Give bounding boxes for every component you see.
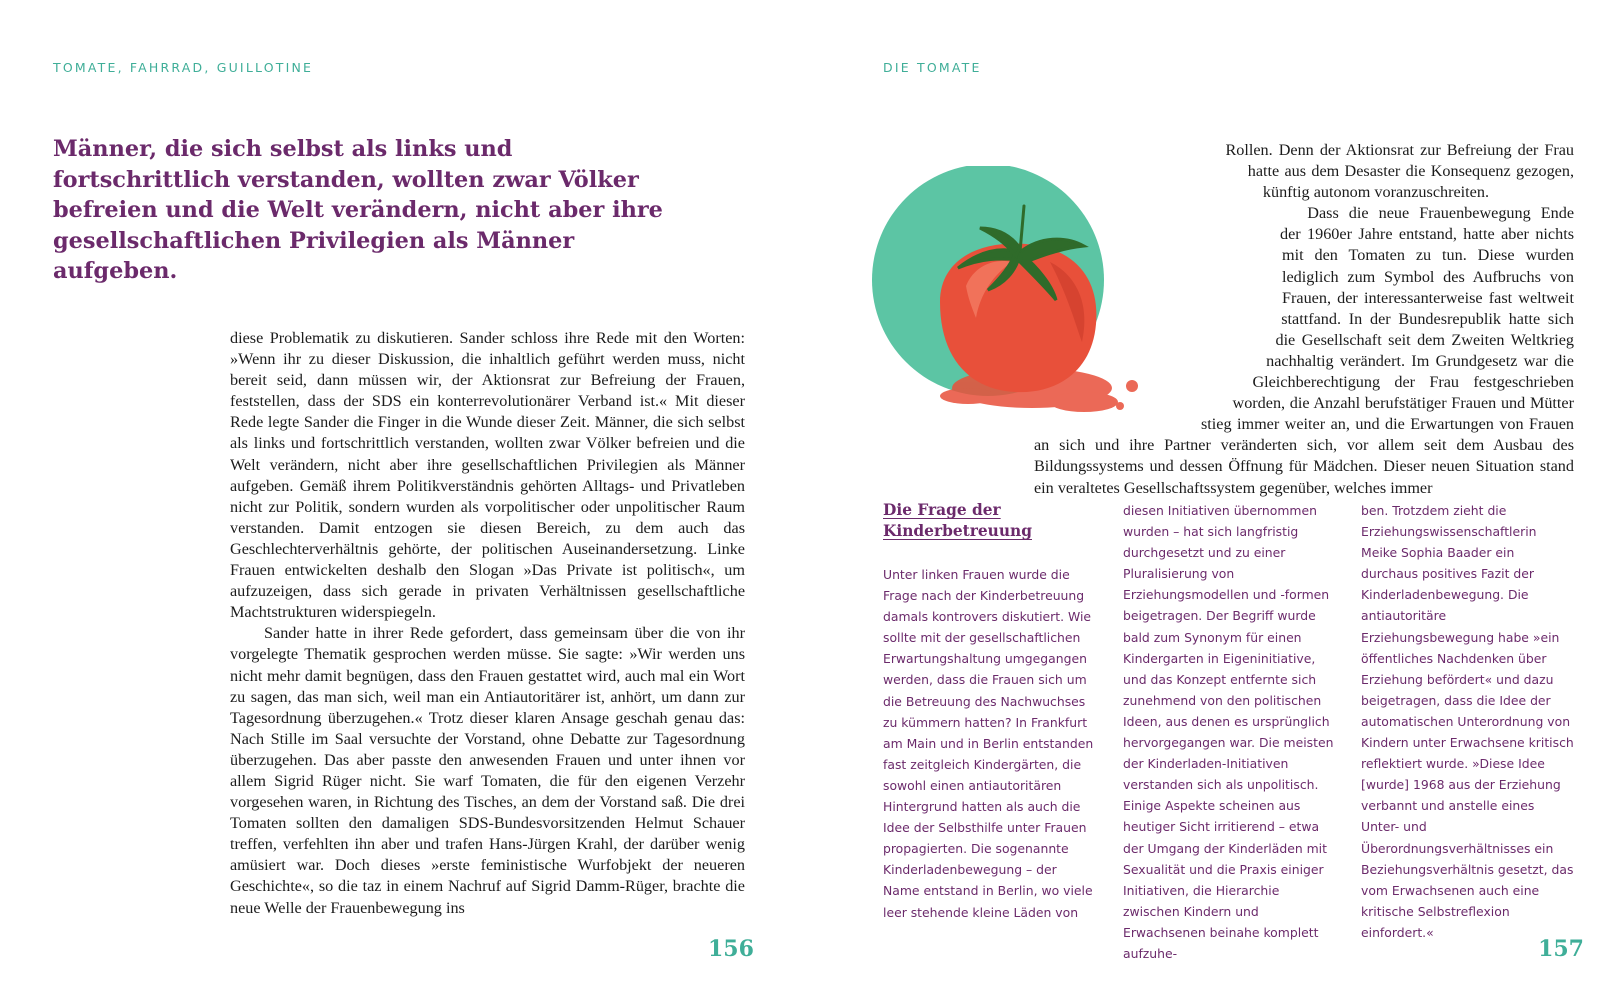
float-spacer <box>1034 140 1282 430</box>
sidebar-column <box>1361 500 1575 943</box>
running-head: TOMATE, FAHRRAD, GUILLOTINE <box>53 60 314 75</box>
left-page <box>0 0 809 1000</box>
running-head: DIE TOMATE <box>883 60 982 75</box>
sidebar-text: Unter linken Frauen wurde die Frage nach der Kinderbetreuung damals kontrovers diskutiert. Wie sollte mit der gesellschaftlichen Erwartungshaltung umgegangen werden, dass die Frauen sich um die Betreuung des Nachwuchses zu kümmern hatten? In Frankfurt am Main und in Berlin entstanden fast zeitgleich Kindergärten, die sowohl einen antiautoritären Hintergrund hatten als auch die Idee der Selbsthilfe unter Frauen propagierten. Die sogenannte Kinderladenbewegung – der Name entstand in Berlin, wo viele leer stehende kleine Läden von <box>883 567 1094 920</box>
sidebar-column <box>883 500 1097 923</box>
paragraph: Dass die neue Frauenbewegung Ende der 1960er Jahre entstand, hatte aber nichts mit den Tomaten zu tun. Diese wurden lediglich zum Symbol des Aufbruchs von Frauen, der interessanterweise fast weltweit stattfand. In der Bundesrepublik hatte sich die Gesellschaft seit dem Zweiten Weltkrieg nachhaltig verändert. Im Grundgesetz war die Gleichberechtigung der Frau festgeschrieben worden, die Anzahl berufstätiger Frauen und Mütter stieg immer weiter an, und die Erwartungen von Frauen an sich und ihre Partner veränderten sich, vor allem seit dem Ausbau des Bildungssystems und dessen Öffnung für Mädchen. Dieser neuen Situation stand ein veraltetes Gesellschaftssystem gegenüber, welches immer <box>1034 204 1574 497</box>
sidebar-text: diesen Initiativen übernommen wurden – hat sich langfristig durchgesetzt und zu einer Pluralisierung von Erziehungsmodellen und -formen beigetragen. Der Begriff wurde bald zum Synonym für einen Kindergarten in Eigeninitiative, und das Konzept entfernte sich zunehmend von den politischen Ideen, aus denen es ursprünglich hervorgegangen war. Die meisten der Kinderladen-Initiativen verstanden sich als unpolitisch. Einige Aspekte scheinen aus heutiger Sicht irritierend – etwa der Umgang der Kinderläden mit Sexualität und die Praxis einiger Initiativen, die Hierarchie zwischen Kindern und Erwachsenen beinahe komplett aufzuhe- <box>1123 503 1334 961</box>
body-text <box>230 328 745 919</box>
paragraph: diese Problematik zu diskutieren. Sander schloss ihre Rede mit den Worten: »Wenn ihr zu dieser Diskussion, die inhaltlich geführt werden muss, nicht bereit seid, dann müssen wir, der Aktionsrat zur Befreiung der Frauen, feststellen, dass der SDS ein konterrevolutionärer Verband ist.« Mit dieser Rede legte Sander die Finger in die Wunde dieser Zeit. Männer, die sich selbst als links und fortschrittlich verstanden, wollten zwar Völker befreien und die Welt verändern, nicht aber ihre gesellschaftlichen Privilegien als Männer aufgeben. Gemäß ihrem Politikverständnis gehörten Alltags- und Privatleben nicht zur Politik, sondern wurden als vorpolitischer oder unpolitischer Raum verstanden. Damit entzogen sie diesen Bereich, zu dem auch das Geschlechterverhältnis gehörte, der politischen Auseinandersetzung. Linke Frauen entwickelten deshalb den Slogan »Das Private ist politisch«, um aufzuzeigen, dass sich gerade in privaten Verhältnissen gesellschaftliche Machtstrukturen widerspiegeln. <box>230 329 745 622</box>
page-number: 157 <box>1538 936 1584 962</box>
page-number: 156 <box>708 936 754 962</box>
paragraph: Sander hatte in ihrer Rede gefordert, dass gemeinsam über die von ihr vorgelegte Thematik gesprochen werden müsse. Sie sagte: »Wir werden uns nicht mehr damit begnügen, dass den Frauen gestattet wird, auch mal ein Wort zu sagen, das man sich, weil man ein Antiautoritärer ist, anhört, um dann zur Tagesordnung überzugehen.« Trotz dieser klaren Ansage geschah genau das: Nach Stille im Saal versuchte der Vorstand, ohne Debatte zur Tagesordnung überzugehen. Das aber passte den anwesenden Frauen und unter ihnen vor allem Sigrid Rüger nicht. Sie warf Tomaten, die für den eigenen Verzehr vorgesehen waren, in Richtung des Tisches, an dem der Vorstand saß. Die drei Tomaten sollten den damaligen SDS-Bundesvorsitzenden Helmut Schauer treffen, verfehlten ihn aber und trafen Hans-Jürgen Krahl, der darüber wenig amüsiert war. Doch dieses »erste feministische Wurfobjekt der neueren Geschichte«, so die taz in einem Nachruf auf Sigrid Damm-Rüger, brachte die neue Welle der Frauenbewegung ins <box>230 624 745 917</box>
paragraph: Rollen. Denn der Aktionsrat zur Befreiung der Frau hatte aus dem Desaster die Konsequenz gezogen, künftig autonom voranzuschreiten. <box>1225 141 1574 202</box>
sidebar-text: ben. Trotzdem zieht die Erziehungswissenschaftlerin Meike Sophia Baader ein durchaus positives Fazit der Kinderladenbewegung. Die antiautoritäre Erziehungsbewegung habe »ein öffentliches Nachdenken über Erziehung befördert« und dazu beigetragen, dass die Idee der automatischen Unterordnung von Kindern unter Erwachsene kritisch reflektiert wurde. »Diese Idee [wurde] 1968 aus der Erziehung verbannt und anstelle eines Unter- und Überordnungsverhältnisses ein Beziehungsverhältnis gesetzt, das vom Erwachsenen auch eine kritische Selbstreflexion einfordert.« <box>1361 503 1574 940</box>
pull-quote: Männer, die sich selbst als links und fortschrittlich verstanden, wollten zwar Völker befreien und die Welt verändern, nicht aber ihre gesellschaftlichen Privilegien als Männer aufgeben. <box>53 136 663 284</box>
sidebar-column <box>1123 500 1337 964</box>
right-body-text <box>1034 140 1574 499</box>
sidebar-heading: Die Frage der Kinderbetreuung <box>883 501 1032 540</box>
